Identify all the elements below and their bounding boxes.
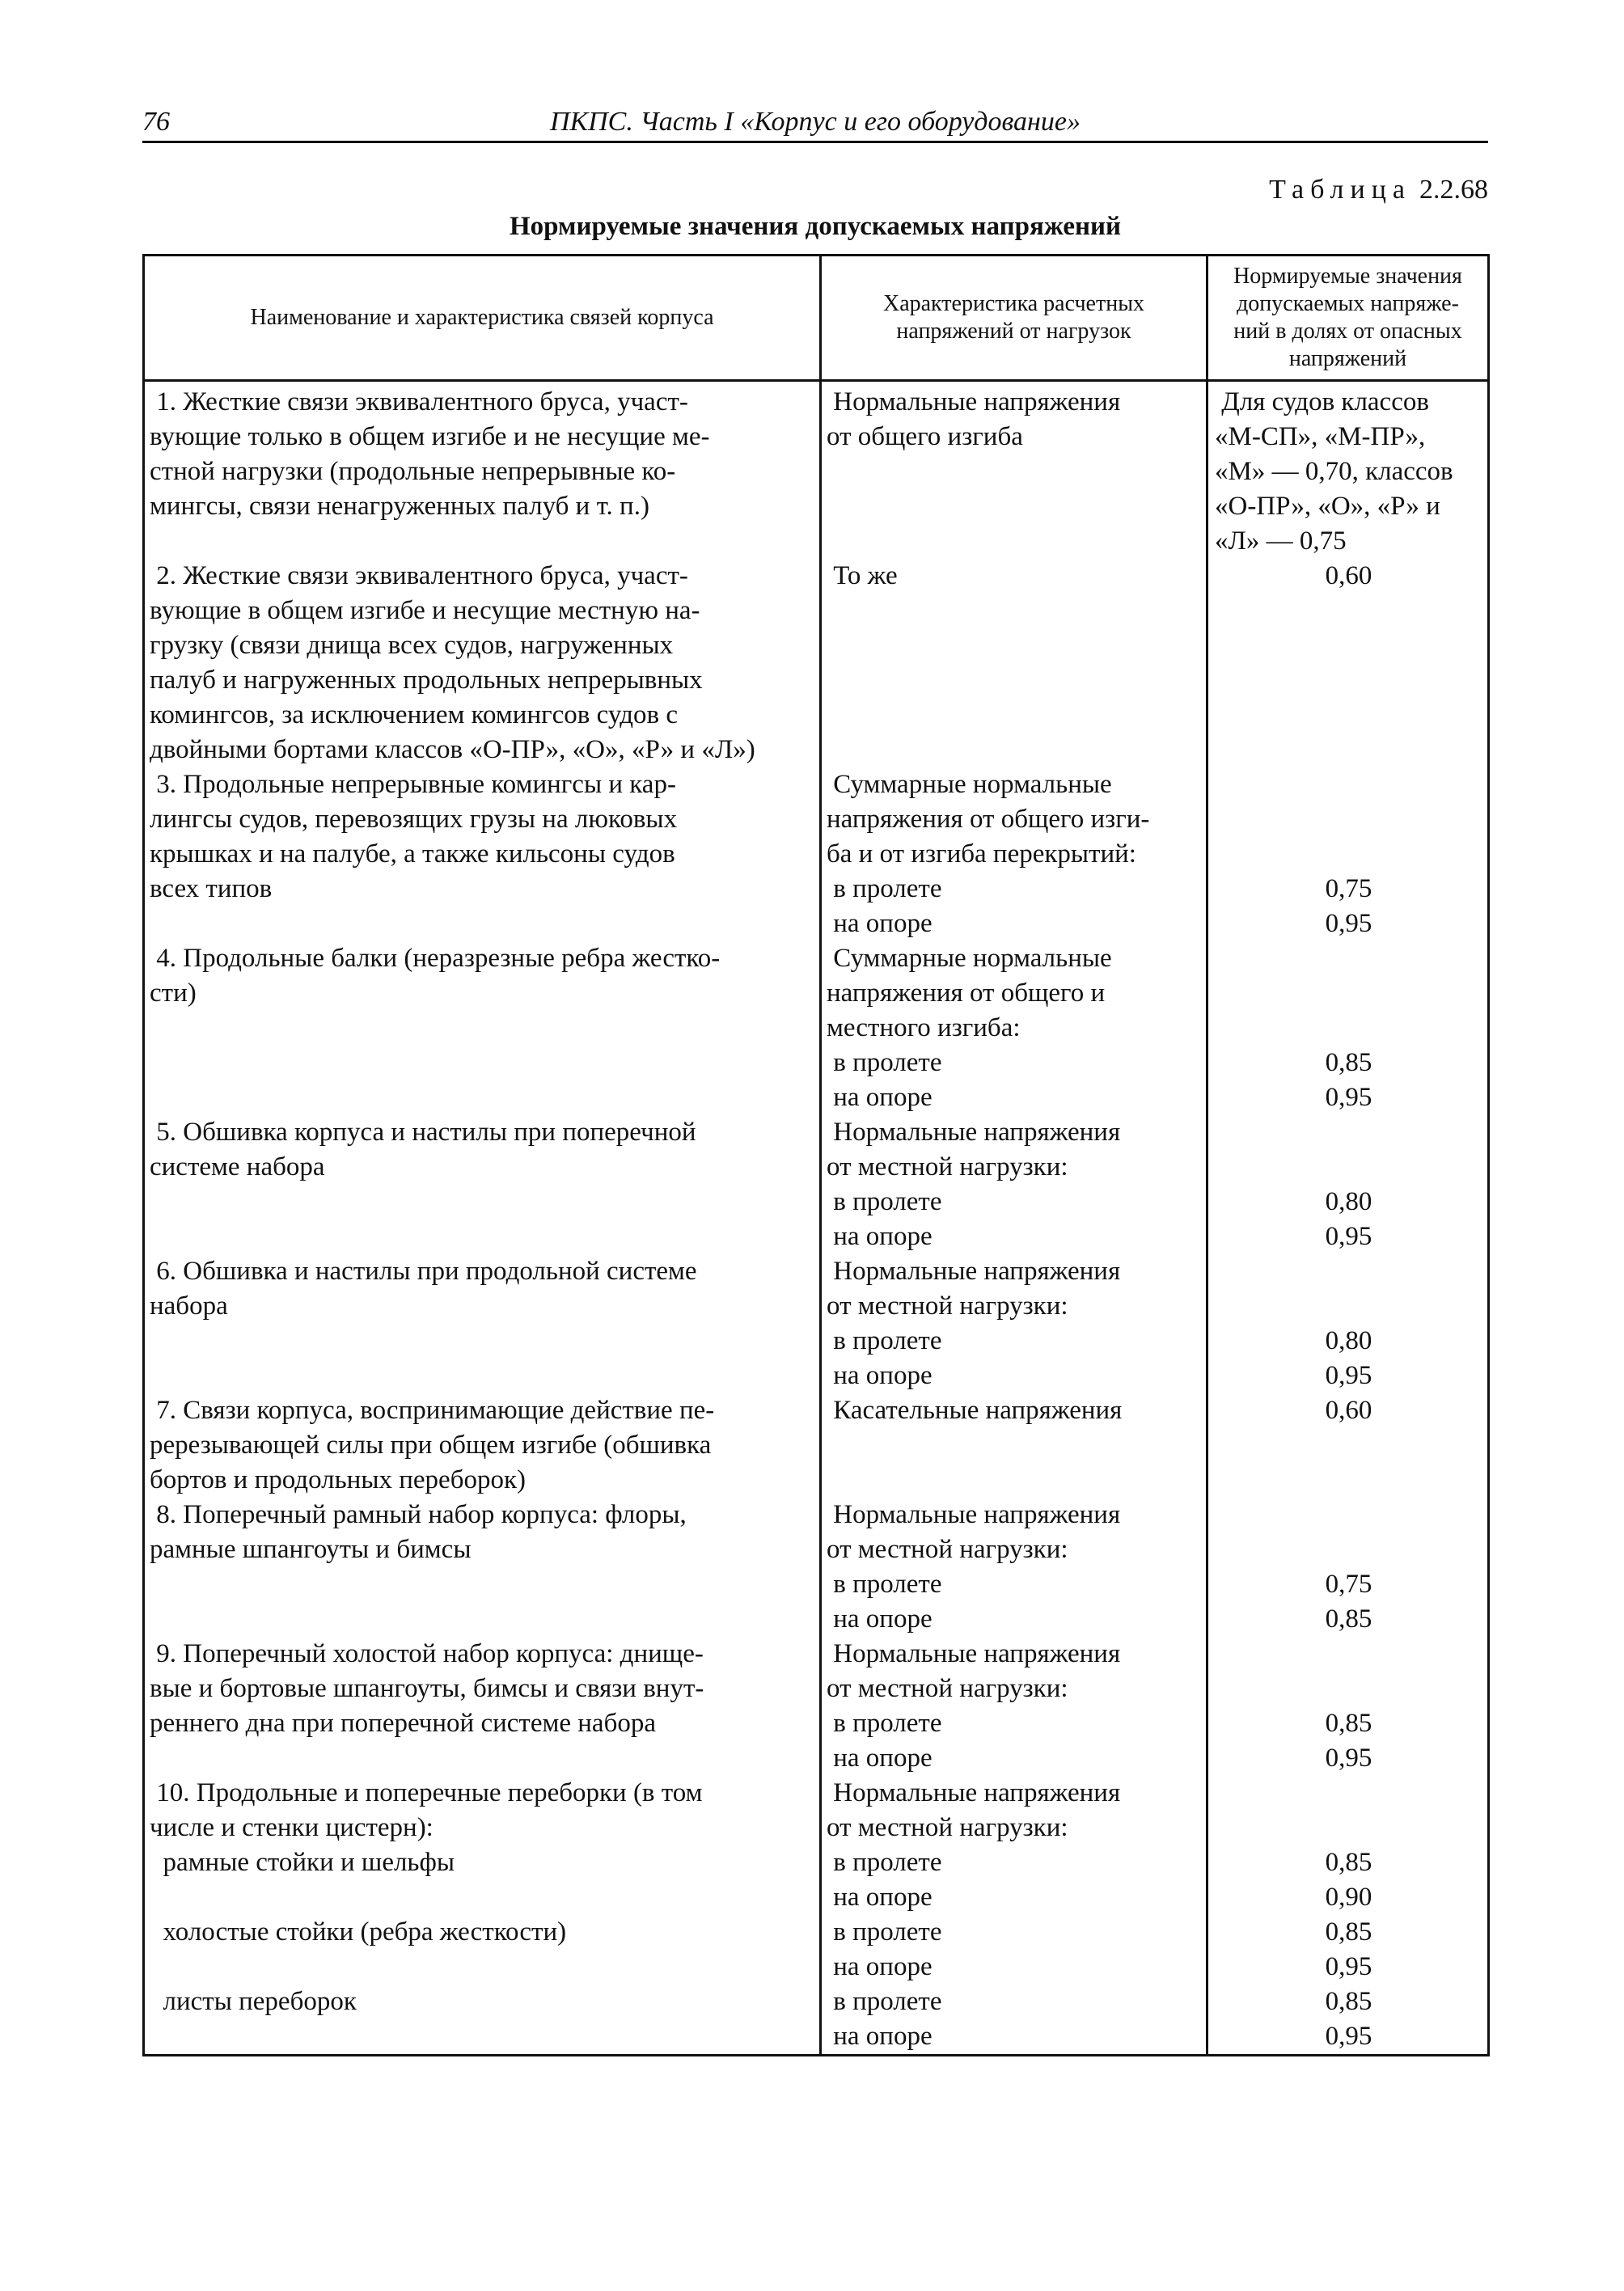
row-9-value-span: 0,85	[1325, 1709, 1372, 1738]
table-body	[145, 382, 1487, 2054]
row-2-stress: То же	[827, 561, 898, 590]
column-stress-type: Нормальные напряжения от общего изгиба То же Суммарные нормальные напряжения от общего изги- ба и от изгиба перекрытий: в пролете на опоре Суммарные нормальные напряжения от общего и местного изгиба: в пролете на опоре Нормальные напряжения от местной нагрузки: в пролете на опоре Нормальные напряжения от местной нагрузки: в пролете на опоре Касательные напряжения Нормальные напряжения от местной нагрузки: в пролете на опоре Нормальные напряжения от местной нагрузки: в пролете на опоре Нормальные напряжения от местной нагрузки: в пролете на опоре в пролете на опоре в пролете на опоре	[819, 382, 1206, 2054]
running-header	[142, 104, 1488, 143]
row-4-stress: Суммарные нормальные	[827, 944, 1112, 973]
page-number: 76	[142, 107, 170, 137]
row-6-value-span: 0,80	[1325, 1326, 1372, 1355]
table-title: Нормируемые значения допускаемых напряжений	[509, 212, 1122, 241]
row-1-name: 1. Жесткие связи эквивалентного бруса, участ-	[150, 387, 688, 416]
row-3-value-span: 0,75	[1325, 874, 1372, 903]
row-8-value-span: 0,75	[1325, 1570, 1372, 1599]
table-label-number: 2.2.68	[1419, 175, 1488, 205]
row-8-stress: Нормальные напряжения	[827, 1500, 1121, 1529]
row-6-value-support: 0,95	[1325, 1361, 1372, 1390]
row-7-value: 0,60	[1325, 1396, 1372, 1425]
column-header-allowed-values: Нормируемые значения допускаемых напряже- ний в долях от опасных напряжений	[1206, 256, 1487, 379]
row-9-value-support: 0,95	[1325, 1744, 1372, 1773]
row-10-plates-support: 0,95	[1325, 2022, 1372, 2051]
row-2-value: 0,60	[1325, 561, 1372, 590]
row-4-value-span: 0,85	[1325, 1048, 1372, 1077]
row-1-stress: Нормальные напряжения	[827, 387, 1121, 416]
row-6-name: 6. Обшивка и настилы при продольной системе	[150, 1257, 697, 1286]
column-header-elements: Наименование и характеристика связей корпуса	[250, 305, 714, 330]
row-10-stiffeners-span: 0,85	[1325, 1917, 1372, 1947]
row-4-name: 4. Продольные балки (неразрезные ребра жестко-	[150, 944, 721, 973]
row-9-name: 9. Поперечный холостой набор корпуса: днище-	[150, 1639, 704, 1668]
row-3-value-support: 0,95	[1325, 909, 1372, 938]
row-3-stress: Суммарные нормальные	[827, 770, 1112, 799]
row-5-value-support: 0,95	[1325, 1222, 1372, 1251]
row-2-name: 2. Жесткие связи эквивалентного бруса, участ-	[150, 561, 688, 590]
row-10-frames-span: 0,85	[1325, 1848, 1372, 1877]
stress-table	[142, 254, 1490, 2056]
row-7-stress: Касательные напряжения	[827, 1396, 1123, 1425]
row-10-name: 10. Продольные и поперечные переборки (в том	[150, 1778, 703, 1807]
running-title: ПКПС. Часть I «Корпус и его оборудование»	[550, 107, 1081, 137]
column-header-stress-type: Характеристика расчетных напряжений от нагрузок	[819, 256, 1206, 379]
row-10-plates-span: 0,85	[1325, 1987, 1372, 2016]
row-3-name: 3. Продольные непрерывные комингсы и кар-	[150, 770, 676, 799]
row-8-value-support: 0,85	[1325, 1604, 1372, 1634]
row-10-stress: Нормальные напряжения	[827, 1778, 1121, 1807]
column-elements: 1. Жесткие связи эквивалентного бруса, участ- вующие только в общем изгибе и не несущие ме- стной нагрузки (продольные непрерывные ко- мингсы, связи ненагруженных палуб и т. п.) 2. Жесткие связи эквивалентного бруса, участ- вующие в общем изгибе и несущие местную на- грузку (связи днища всех судов, нагруженных палуб и нагруженных продольных непрерывных комингсов, за исключением комингсов судов с двойными бортами классов «О-ПР», «О», «Р» и «Л») 3. Продольные непрерывные комингсы и кар- лингсы судов, перевозящих грузы на люковых крышках и на палубе, а также кильсоны судов всех типов 4. Продольные балки (неразрезные ребра жестко- сти) 5. Обшивка корпуса и настилы при поперечной системе набора 6. Обшивка и настилы при продольной системе набора 7. Связи корпуса, воспринимающие действие пе- ререзывающей силы при общем изгибе (обшивка бортов и продольных переборок) 8. Поперечный рамный набор корпуса: флоры, рамные шпангоуты и бимсы 9. Поперечный холостой набор корпуса: днище- вые и бортовые шпангоуты, бимсы и связи внут- реннего дна при поперечной системе набора 10. Продольные и поперечные переборки (в том числе и стенки цистерн): рамные стойки и шельфы холостые стойки (ребра жесткости) листы переборок	[145, 382, 819, 2054]
row-5-stress: Нормальные напряжения	[827, 1118, 1121, 1147]
row-5-value-span: 0,80	[1325, 1187, 1372, 1216]
row-6-stress: Нормальные напряжения	[827, 1257, 1121, 1286]
column-allowed-values: Для судов классов «М-СП», «М-ПР», «М» — 0,70, классов «О-ПР», «О», «Р» и «Л» — 0,75 0,60 0,75 0,95 0,85 0,95 0,80 0,95 0,80 0,95 0,60 0,75 0,85 0,85 0,95 0,85 0,90 0,85 0,95 0,85 0,95	[1206, 382, 1487, 2054]
table-label-word: Таблица	[1269, 175, 1411, 205]
row-5-name: 5. Обшивка корпуса и настилы при поперечной	[150, 1118, 696, 1147]
row-1-value: Для судов классов	[1215, 387, 1429, 416]
row-9-stress: Нормальные напряжения	[827, 1639, 1121, 1668]
row-10-stiffeners-support: 0,95	[1325, 1952, 1372, 1981]
table-header-row	[145, 256, 1487, 382]
row-7-name: 7. Связи корпуса, воспринимающие действие пе-	[150, 1396, 715, 1425]
row-10-frames-support: 0,90	[1325, 1883, 1372, 1912]
table-label	[1269, 175, 1488, 205]
row-8-name: 8. Поперечный рамный набор корпуса: флоры,	[150, 1500, 687, 1529]
row-4-value-support: 0,95	[1325, 1083, 1372, 1112]
